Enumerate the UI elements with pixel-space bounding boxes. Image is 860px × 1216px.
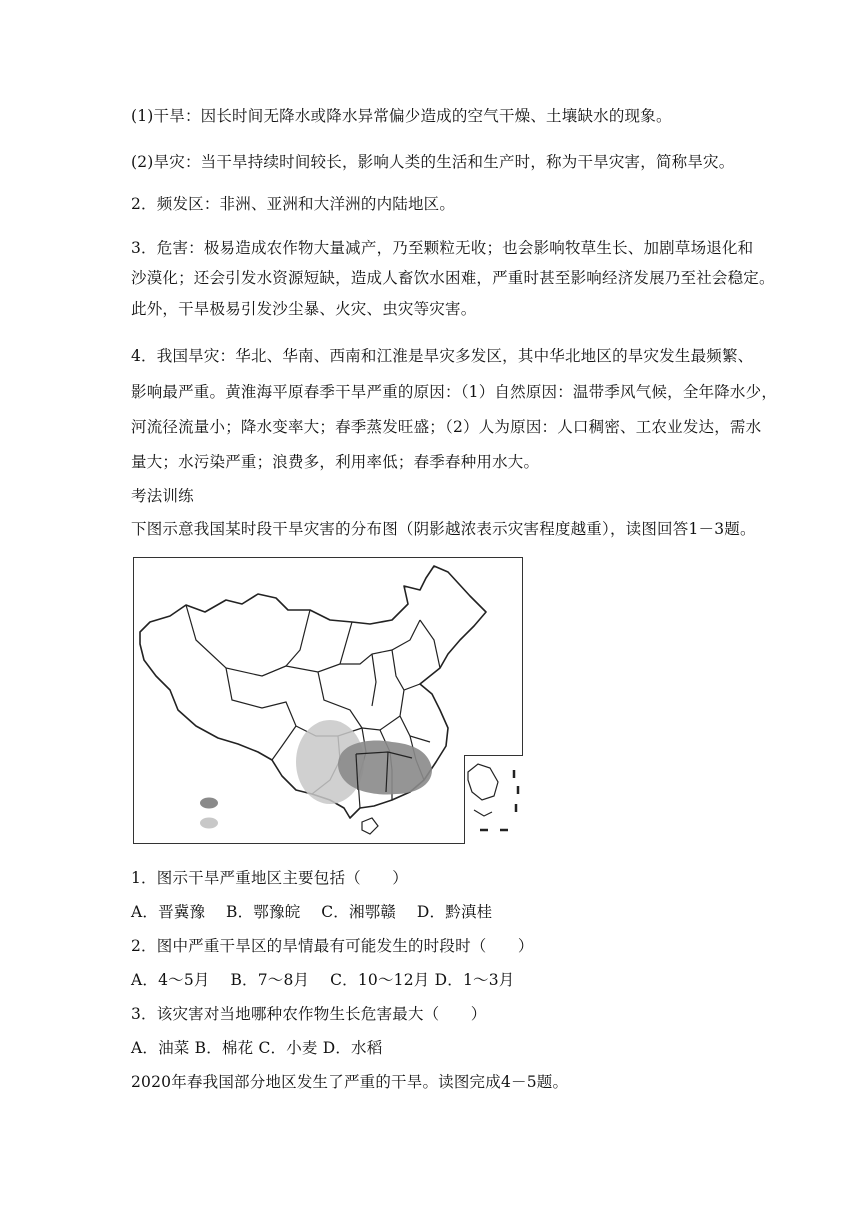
- definition-drought-disaster: (2)旱灾：当干旱持续时间较长，影响人类的生活和生产时，称为干旱灾害，简称旱灾。: [131, 153, 735, 171]
- harm-line-1: 3．危害：极易造成农作物大量减产，乃至颗粒无收；也会影响牧草生长、加剧草场退化和: [131, 239, 754, 257]
- harm-line-3: 此外，干旱极易引发沙尘暴、火灾、虫灾等灾害。: [131, 300, 477, 318]
- china-drought-line-2: 影响最严重。黄淮海平原春季干旱严重的原因：（1）自然原因：温带季风气候，全年降水少，: [131, 383, 778, 401]
- question-3-options: A．油菜 B．棉花 C．小麦 D．水稻: [131, 1039, 383, 1057]
- china-drought-line-1: 4．我国旱灾：华北、华南、西南和江淮是旱灾多发区，其中华北地区的旱灾发生最频繁、: [131, 347, 754, 365]
- definition-drought: (1)干旱：因长时间无降水或降水异常偏少造成的空气干燥、土壤缺水的现象。: [131, 107, 672, 125]
- map-intro: 下图示意我国某时段干旱灾害的分布图（阴影越浓表示灾害程度越重），读图回答1－3题。: [131, 520, 756, 538]
- question-1-stem: 1．图示干旱严重地区主要包括（ ）: [131, 869, 408, 887]
- question-3-stem: 3．该灾害对当地哪种农作物生长危害最大（ ）: [131, 1005, 487, 1023]
- frequent-areas: 2．频发区：非洲、亚洲和大洋洲的内陆地区。: [131, 195, 456, 213]
- next-question-intro: 2020年春我国部分地区发生了严重的干旱。读图完成4－5题。: [131, 1073, 569, 1091]
- section-heading: 考法训练: [131, 487, 194, 505]
- question-2-options: A．4～5月 B．7～8月 C．10～12月 D．1～3月: [131, 971, 515, 989]
- question-1-options: A．晋冀豫 B．鄂豫皖 C．湘鄂赣 D．黔滇桂: [131, 903, 493, 921]
- china-drought-line-4: 量大；水污染严重；浪费多，利用率低；春季春种用水大。: [131, 453, 540, 471]
- question-2-stem: 2．图中严重干旱区的旱情最有可能发生的时段时（ ）: [131, 937, 534, 955]
- china-drought-line-3: 河流径流量小；降水变率大；春季蒸发旺盛；（2）人为原因：人口稠密、工农业发达，需水: [131, 418, 762, 436]
- harm-line-2: 沙漠化；还会引发水资源短缺，造成人畜饮水困难，严重时甚至影响经济发展乃至社会稳定。: [131, 269, 775, 287]
